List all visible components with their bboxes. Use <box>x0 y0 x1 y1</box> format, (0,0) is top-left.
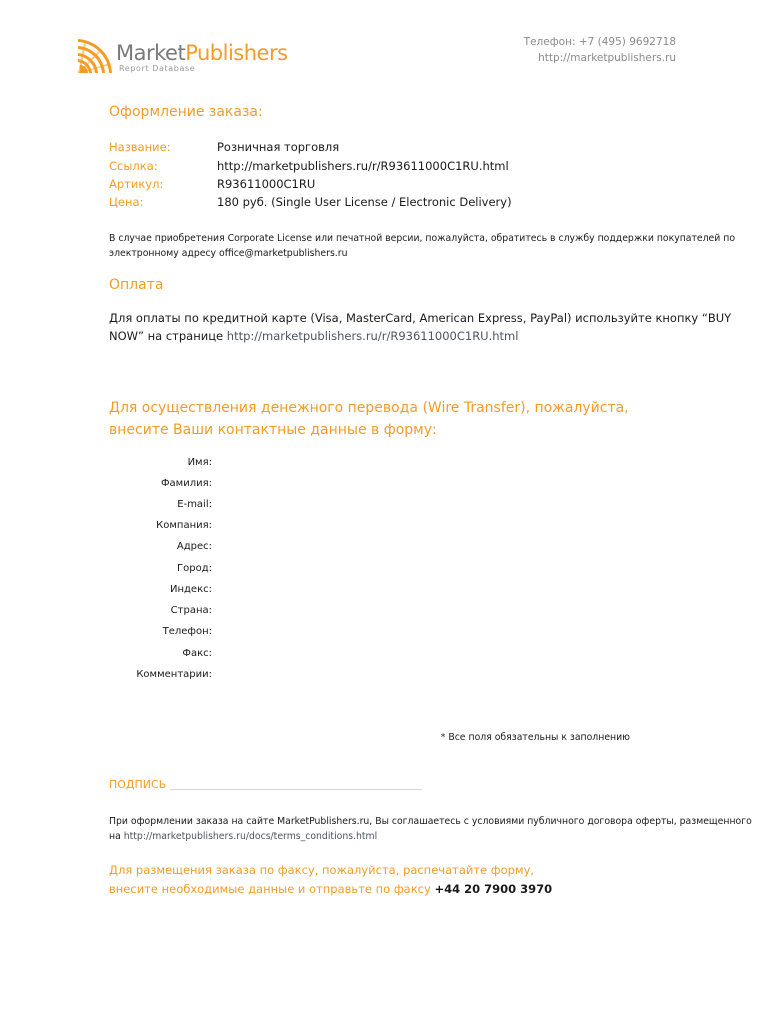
payment-instructions: Для оплаты по кредитной карте (Visa, MasterCard, American Express, PayPal) используйте кнопку “BUY NOW” на странице http://marketpublishers.ru/r/R93611000C1RU.html <box>109 311 732 343</box>
logo-tagline: Report Database <box>119 64 196 73</box>
form-label-comments: Комментарии: <box>136 669 212 680</box>
order-value: R93611000C1RU <box>217 177 316 191</box>
wire-transfer-title: Для осуществления денежного перевода (Wire Transfer), пожалуйста, внесите Ваши контактные данные в форму: <box>109 400 629 438</box>
order-section-title: Оформление заказа: <box>109 104 263 120</box>
contact-phone: Телефон: +7 (495) 9692718 <box>523 36 676 48</box>
fax-order-instructions: Для размещения заказа по факсу, пожалуйста, распечатайте форму, внесите необходимые данные и отправьте по факсу +44 20 7900 3970 <box>109 863 553 896</box>
signature-line <box>170 789 422 790</box>
market-publishers-logo <box>76 33 316 83</box>
form-label-phone: Телефон: <box>162 626 212 637</box>
terms-link[interactable]: http://marketpublishers.ru/docs/terms_conditions.html <box>123 831 378 842</box>
required-fields-note: * Все поля обязательны к заполнению <box>440 732 630 743</box>
form-label-country: Страна: <box>170 605 212 616</box>
contact-website-link[interactable]: http://marketpublishers.ru <box>538 52 676 64</box>
form-label-email: E-mail: <box>177 499 212 510</box>
corporate-license-note: В случае приобретения Corporate License или печатной версии, пожалуйста, обратитесь в службу поддержки покупателей по электронному адресу office@marketpublishers.ru <box>109 233 736 259</box>
logo-wordmark: MarketPublishers <box>116 41 288 65</box>
contact-info <box>480 34 676 66</box>
order-row-price <box>109 195 512 209</box>
form-label-zip: Индекс: <box>170 584 212 595</box>
order-product-link[interactable]: http://marketpublishers.ru/r/R93611000C1RU.html <box>217 159 509 173</box>
payment-section-title: Оплата <box>109 277 164 293</box>
signature-label: ПОДПИСЬ <box>109 778 167 791</box>
form-label-fax: Факс: <box>182 648 212 659</box>
terms-note: При оформлении заказа на сайте MarketPublishers.ru, Вы соглашаетесь с условиями публичного договора оферты, размещенного на http://marketpublishers.ru/docs/terms_conditions.html <box>109 816 752 842</box>
form-label-city: Город: <box>177 563 212 574</box>
payment-buy-now-link[interactable]: http://marketpublishers.ru/r/R93611000C1RU.html <box>226 329 519 343</box>
order-label: Цена: <box>109 195 144 209</box>
order-row-name <box>109 140 339 154</box>
form-label-first-name: Имя: <box>187 457 212 468</box>
order-label: Артикул: <box>109 177 164 191</box>
form-label-company: Компания: <box>156 520 212 531</box>
order-label: Название: <box>109 140 171 154</box>
logo-sunburst-icon <box>76 35 116 75</box>
fax-number: +44 20 7900 3970 <box>434 882 553 896</box>
order-row-sku <box>109 177 315 191</box>
order-value: 180 руб. (Single User License / Electronic Delivery) <box>217 195 512 209</box>
order-value: Розничная торговля <box>217 140 340 154</box>
order-row-link <box>109 159 509 173</box>
order-label: Ссылка: <box>109 159 158 173</box>
form-label-address: Адрес: <box>176 541 212 552</box>
form-label-last-name: Фамилия: <box>160 478 212 489</box>
